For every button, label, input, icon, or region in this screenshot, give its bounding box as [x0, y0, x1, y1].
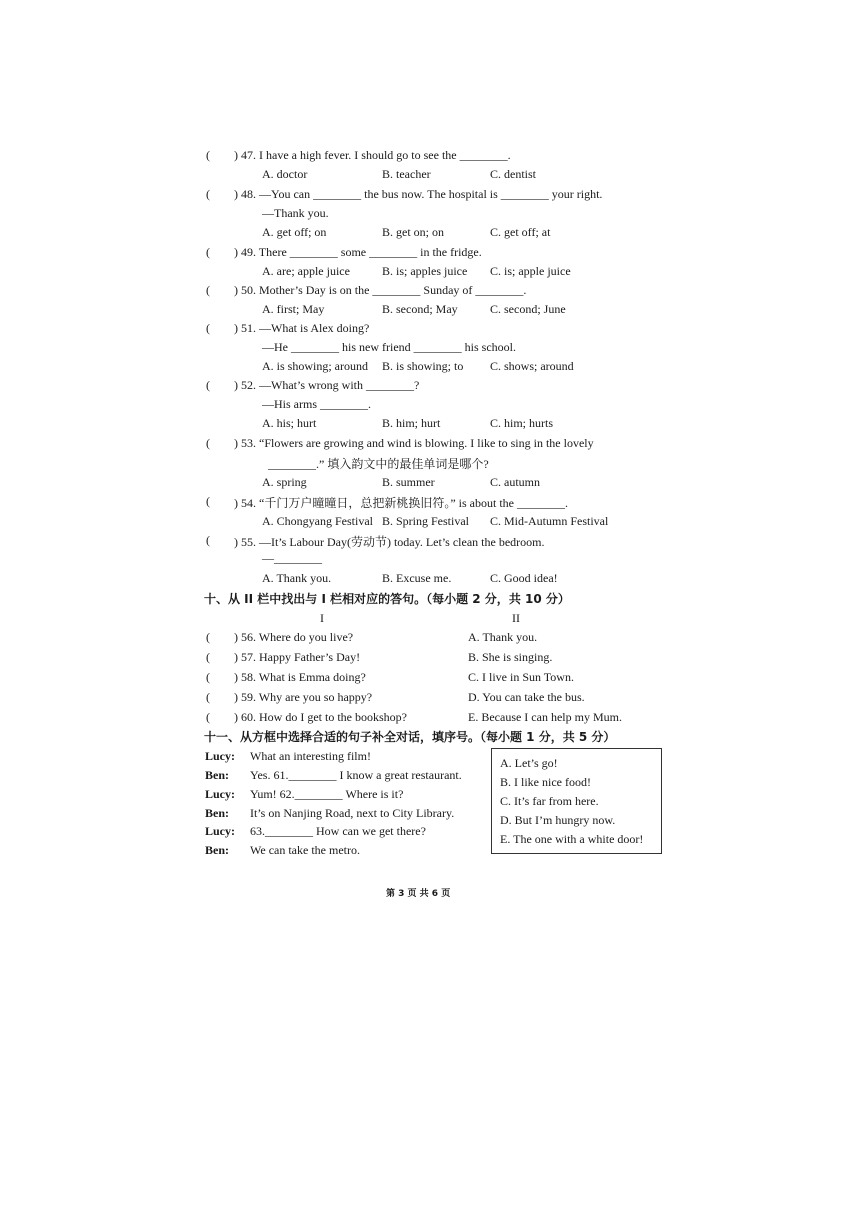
q52-option-a: A. his; hurt	[262, 416, 317, 430]
q53-option-b: B. summer	[382, 475, 435, 489]
column-i-header: I	[320, 611, 324, 625]
match-question-60: ) 60. How do I get to the bookshop?	[234, 710, 407, 724]
dialogue-line: 63.________ How can we get there?	[250, 824, 426, 838]
question-49-stem: ) 49. There ________ some ________ in the fridge.	[234, 245, 482, 259]
dialogue-speaker: Lucy:	[205, 749, 235, 763]
section-10-title: 十、从 II 栏中找出与 I 栏相对应的答句。（每小题 2 分，共 10 分）	[204, 592, 570, 606]
q55-option-a: A. Thank you.	[262, 571, 332, 585]
question-48-stem: ) 48. —You can ________ the bus now. The hospital is ________ your right.	[234, 187, 603, 201]
q52-option-b: B. him; hurt	[382, 416, 441, 430]
q55-option-b: B. Excuse me.	[382, 571, 452, 585]
q47-option-c: C. dentist	[490, 167, 537, 181]
question-52-stem: ) 52. —What’s wrong with ________?	[234, 378, 420, 392]
q55-option-c: C. Good idea!	[490, 571, 558, 585]
question-48-reply: —Thank you.	[262, 206, 329, 220]
q54-option-c: C. Mid-Autumn Festival	[490, 514, 609, 528]
column-ii-header: II	[512, 611, 520, 625]
q50-option-c: C. second; June	[490, 302, 566, 316]
box-option-c: C. It’s far from here.	[500, 794, 599, 808]
match-question-59: ) 59. Why are you so happy?	[234, 690, 373, 704]
q48-option-b: B. get on; on	[382, 225, 444, 239]
q50-option-b: B. second; May	[382, 302, 458, 316]
match-answer-e: E. Because I can help my Mum.	[468, 710, 622, 724]
dialogue-line: We can take the metro.	[250, 843, 360, 857]
question-53-stem: ) 53. “Flowers are growing and wind is blowing. I like to sing in the lovely	[234, 436, 594, 450]
box-option-d: D. But I’m hungry now.	[500, 813, 616, 827]
q47-option-b: B. teacher	[382, 167, 431, 181]
question-47-stem: ) 47. I have a high fever. I should go to see the ________.	[234, 148, 511, 162]
match-answer-b: B. She is singing.	[468, 650, 553, 664]
dialogue-line: Yum! 62.________ Where is it?	[250, 787, 404, 801]
dialogue-speaker: Lucy:	[205, 824, 235, 838]
q50-option-a: A. first; May	[262, 302, 325, 316]
dialogue-speaker: Ben:	[205, 768, 229, 782]
box-option-a: A. Let’s go!	[500, 756, 558, 770]
q53-option-a: A. spring	[262, 475, 307, 489]
question-54-stem: ) 54. “千门万户曈曈日，总把新桃换旧符。” is about the ________.	[234, 496, 568, 510]
options-box	[491, 748, 662, 854]
match-answer-d: D. You can take the bus.	[468, 690, 585, 704]
question-52-reply: —His arms ________.	[262, 397, 371, 411]
q49-option-b: B. is; apples juice	[382, 264, 468, 278]
match-question-56: ) 56. Where do you live?	[234, 630, 354, 644]
q47-option-a: A. doctor	[262, 167, 308, 181]
q52-option-c: C. him; hurts	[490, 416, 554, 430]
match-answer-a: A. Thank you.	[468, 630, 538, 644]
question-55-stem: ) 55. —It’s Labour Day(劳动节) today. Let’s clean the bedroom.	[234, 535, 545, 549]
dialogue-speaker: Ben:	[205, 843, 229, 857]
match-answer-c: C. I live in Sun Town.	[468, 670, 574, 684]
page-footer: 第 3 页 共 6 页	[386, 889, 451, 899]
q51-option-a: A. is showing; around	[262, 359, 368, 373]
q54-option-a: A. Chongyang Festival	[262, 514, 373, 528]
q53-option-c: C. autumn	[490, 475, 540, 489]
dialogue-line: What an interesting film!	[250, 749, 371, 763]
q54-option-b: B. Spring Festival	[382, 514, 470, 528]
question-51-stem: ) 51. —What is Alex doing?	[234, 321, 370, 335]
q48-option-c: C. get off; at	[490, 225, 551, 239]
section-11-title: 十一、从方框中选择合适的句子补全对话，填序号。（每小题 1 分，共 5 分）	[204, 730, 616, 744]
q49-option-c: C. is; apple juice	[490, 264, 571, 278]
q51-option-b: B. is showing; to	[382, 359, 464, 373]
box-option-e: E. The one with a white door!	[500, 832, 644, 846]
match-question-58: ) 58. What is Emma doing?	[234, 670, 366, 684]
question-51-reply: —He ________ his new friend ________ his school.	[262, 340, 516, 354]
question-50-stem: ) 50. Mother’s Day is on the ________ Sunday of ________.	[234, 283, 527, 297]
box-option-b: B. I like nice food!	[500, 775, 591, 789]
q48-option-a: A. get off; on	[262, 225, 327, 239]
question-53-stem-continued: ________.” 填入韵文中的最佳单词是哪个?	[268, 457, 489, 471]
dialogue-line: Yes. 61.________ I know a great restaurant.	[250, 768, 462, 782]
dialogue-speaker: Ben:	[205, 806, 229, 820]
q49-option-a: A. are; apple juice	[262, 264, 350, 278]
dialogue-speaker: Lucy:	[205, 787, 235, 801]
match-question-57: ) 57. Happy Father’s Day!	[234, 650, 361, 664]
question-55-blank: —________	[262, 551, 322, 565]
q51-option-c: C. shows; around	[490, 359, 574, 373]
dialogue-line: It’s on Nanjing Road, next to City Library.	[250, 806, 455, 820]
exam-page: ( ) 47. I have a high fever. I should go to see the ________. A. doctor B. teacher C. dentist ( ) 48. —You can ________ the bus now. The hospital is ________ your right. —Thank you. A. get off; on B. get on; on C. get off; at ( ) 49. There ________ some ________ in the fridge. A. are; apple juice B. is; apples juice C. is; apple juice ( ) 50. Mother’s Day is on the ________ Sunday of ________. A. first; May B. second; May C. second; June ( ) 51. —What is Alex doing? —He ________ his new friend ________ his school. A. is showing; around B. is showing; to C. shows; around ( ) 52. —What’s wrong with ________? —His arms ________. A. his; hurt B. him; hurt C. him; hurts ( ) 53. “Flowers are growing and wind is blowing. I like to sing in the lovely ________.” 填入韵文中的最佳单词是哪个? A. spring B. summer C. autumn ( ) 54. “千门万户曈曈日，总把新桃换旧符。” is about the ________. A. Chongyang Festival B. Spring Festival C. Mid-Autumn Festival ( ) 55. —It’s Labour Day(劳动节) today. Let’s clean the bedroom. —________ A. Thank you. B. Excuse me. C. Good idea! 十、从 II 栏中找出与 I 栏相对应的答句。（每小题 2 分，共 10 分） I II ( ) 56. Where do you live? A. Thank you. ( ) 57. Happy Father’s Day! B. She is singing. ( ) 58. What is Emma doing? C. I live in Sun Town. ( ) 59. Why are you so happy? D. You can take the bus. ( ) 60. How do I get to the bookshop? E. Because I can help my Mum. 十一、从方框中选择合适的句子补全对话，填序号。（每小题 1 分，共 5 分） Lucy: What an interesting film! Ben: Yes. 61.________ I know a great restaurant. Lucy: Yum! 62.________ Where is it? Ben: It’s on Nanjing Road, next to City Library. Lucy: 63.________ How can we get there? Ben: We can take the metro. A. Let’s go! B. I like nice food! C. It’s far from here. D. But I’m hungry now. E. The one with a white door! 第 3 页 共 6 页	[0, 0, 860, 1217]
